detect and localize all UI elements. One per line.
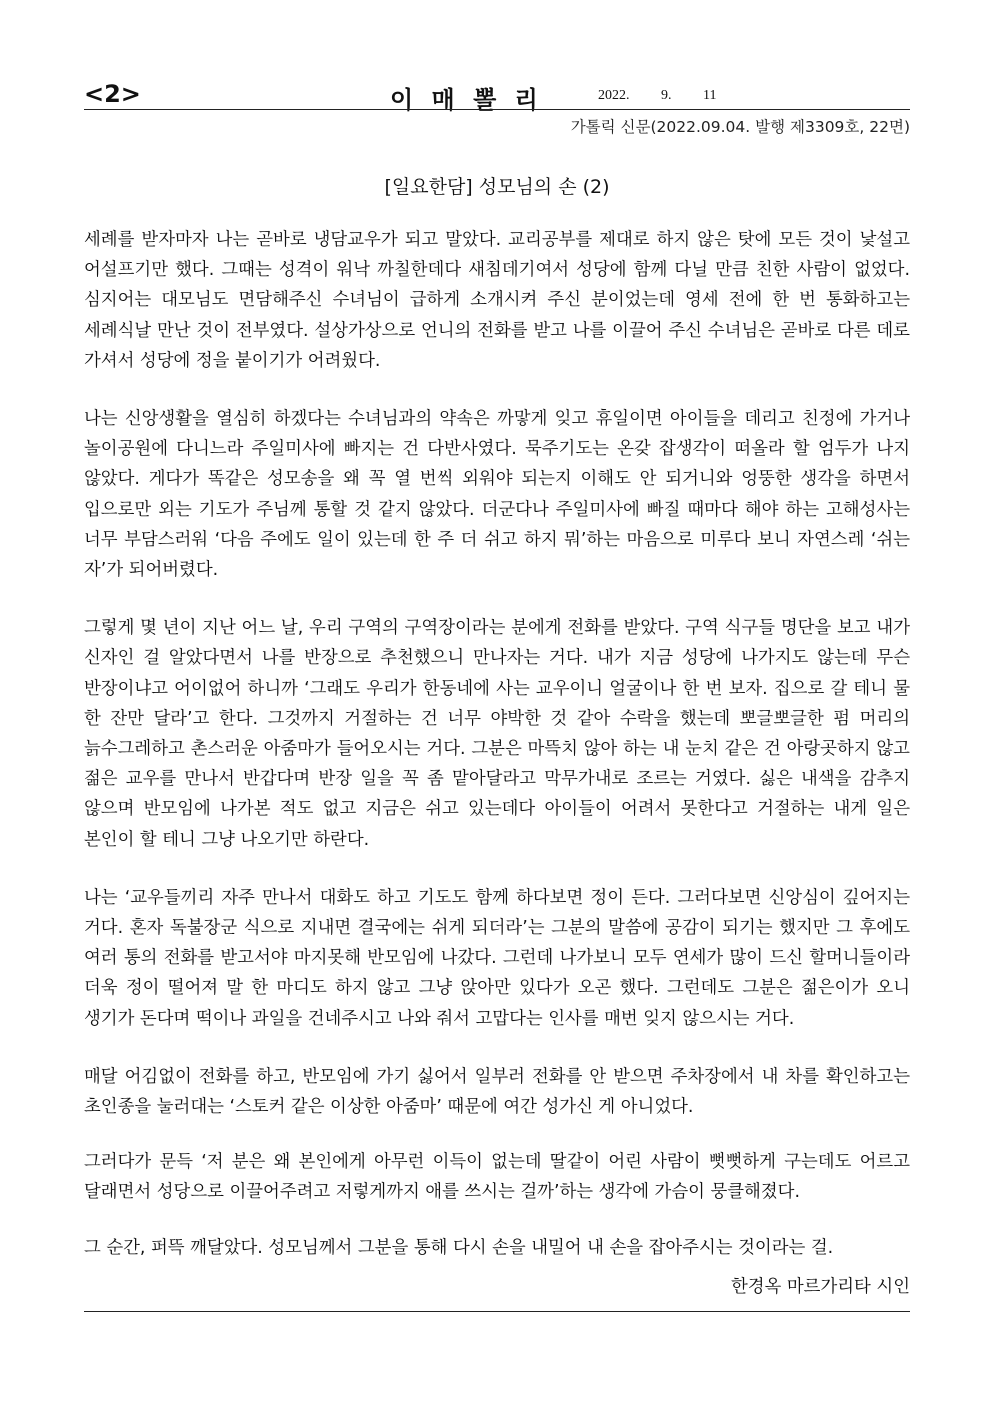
newsletter-title: 이 매 뽈 리 <box>390 86 543 114</box>
issue-date: 2022. 9. 11 <box>598 88 717 103</box>
paragraph: 그렇게 몇 년이 지난 어느 날, 우리 구역의 구역장이라는 분에게 전화를 받았다. 구역 식구들 명단을 보고 내가 신자인 걸 알았다면서 나를 반장으로 추천했으니 만나자는 거다. 내가 지금 성당에 나가지도 않는데 무슨 반장이냐고 어이없어 하니까 ‘그래도 우리가 한동네에 사는 교우이니 얼굴이나 한 번 보자. 집으로 갈 테니 물 한 잔만 달라’고 한다. 그것까지 거절하는 건 너무 야박한 것 같아 수락을 했는데 뽀글뽀글한 펌 머리의 늙수그레하고 촌스러운 아줌마가 들어오시는 거다. 그분은 마뜩치 않아 하는 내 눈치 같은 건 아랑곳하지 않고 젊은 교우를 만나서 반갑다며 반장 일을 꼭 좀 맡아달라고 막무가내로 조르는 거였다. 싫은 내색을 감추지 않으며 반모임에 나가본 적도 없고 지금은 쉬고 있는데다 아이들이 어려서 못한다고 거절하는 내게 일은 본인이 할 테니 그냥 나오기만 하란다. <box>84 618 911 850</box>
footer-divider <box>84 1311 910 1312</box>
paragraph: 그러다가 문득 ‘저 분은 왜 본인에게 아무런 이득이 없는데 딸같이 어린 사람이 뻣뻣하게 구는데도 어르고 달래면서 성당으로 이끌어주려고 저렇게까지 애를 쓰시는 걸까’하는 생각에 가슴이 뭉클해졌다. <box>84 1152 910 1203</box>
source-citation: 가톨릭 신문(2022.09.04. 발행 제3309호, 22면) <box>570 118 910 136</box>
paragraph: 나는 ‘교우들끼리 자주 만나서 대화도 하고 기도도 함께 하다보면 정이 든다. 그러다보면 신앙심이 깊어지는 거다. 혼자 독불장군 식으로 지내면 결국에는 쉬게 되더라’는 그분의 말씀에 공감이 되기는 했지만 그 후에도 여러 통의 전화를 받고서야 마지못해 반모임에 나갔다. 그런데 나가보니 모두 연세가 많이 드신 할머니들이라 더욱 정이 떨어져 말 한 마디도 하지 않고 그냥 앉아만 있다가 오곤 했다. 그런데도 그분은 젊은이가 오니 생기가 돈다며 떡이나 과일을 건네주시고 나와 줘서 고맙다는 인사를 매번 잊지 않으시는 거다. <box>84 887 910 1029</box>
article-body <box>84 225 910 1263</box>
paragraph: 세례를 받자마자 나는 곧바로 냉담교우가 되고 말았다. 교리공부를 제대로 하지 않은 탓에 모든 것이 낯설고 어설프기만 했다. 그때는 성격이 워낙 까칠한데다 새침데기여서 성당에 함께 다닐 만큼 친한 사람이 없었다. 심지어는 대모님도 면담해주신 수녀님이 급하게 소개시켜 주신 분이었는데 영세 전에 한 번 통화하고는 세례식날 만난 것이 전부였다. 설상가상으로 언니의 전화를 받고 나를 이끌어 주신 수녀님은 곧바로 다른 데로 가셔서 성당에 정을 붙이기가 어려웠다. <box>84 230 910 371</box>
header-divider <box>84 109 910 110</box>
article-title: [일요한담] 성모님의 손 (2) <box>384 176 610 198</box>
page-number: <2> <box>84 80 141 108</box>
page-header <box>84 80 910 114</box>
paragraph: 그 순간, 퍼뜩 깨달았다. 성모님께서 그분을 통해 다시 손을 내밀어 내 손을 잡아주시는 것이라는 걸. <box>84 1237 834 1258</box>
paragraph: 매달 어김없이 전화를 하고, 반모임에 가기 싫어서 일부러 전화를 안 받으면 주차장에서 내 차를 확인하고는 초인종을 눌러대는 ‘스토커 같은 이상한 아줌마’ 때문에 여간 성가신 게 아니었다. <box>84 1066 910 1118</box>
author-byline: 한경옥 마르가리타 시인 <box>730 1277 910 1297</box>
paragraph: 나는 신앙생활을 열심히 하겠다는 수녀님과의 약속은 까맣게 잊고 휴일이면 아이들을 데리고 친정에 가거나 놀이공원에 다니느라 주일미사에 빠지는 건 다반사였다. 묵주기도는 온갖 잡생각이 떠올라 할 엄두가 나지 않았다. 게다가 똑같은 성모송을 왜 꼭 열 번씩 외워야 되는지 이해도 안 되거니와 엉뚱한 생각을 하면서 입으로만 외는 기도가 주님께 통할 것 같지 않았다. 더군다나 주일미사에 빠질 때마다 해야 하는 고해성사는 너무 부담스러워 ‘다음 주에도 일이 있는데 한 주 더 쉬고 하지 뭐’하는 마음으로 미루다 보니 자연스레 ‘쉬는 자’가 되어버렸다. <box>84 409 910 581</box>
